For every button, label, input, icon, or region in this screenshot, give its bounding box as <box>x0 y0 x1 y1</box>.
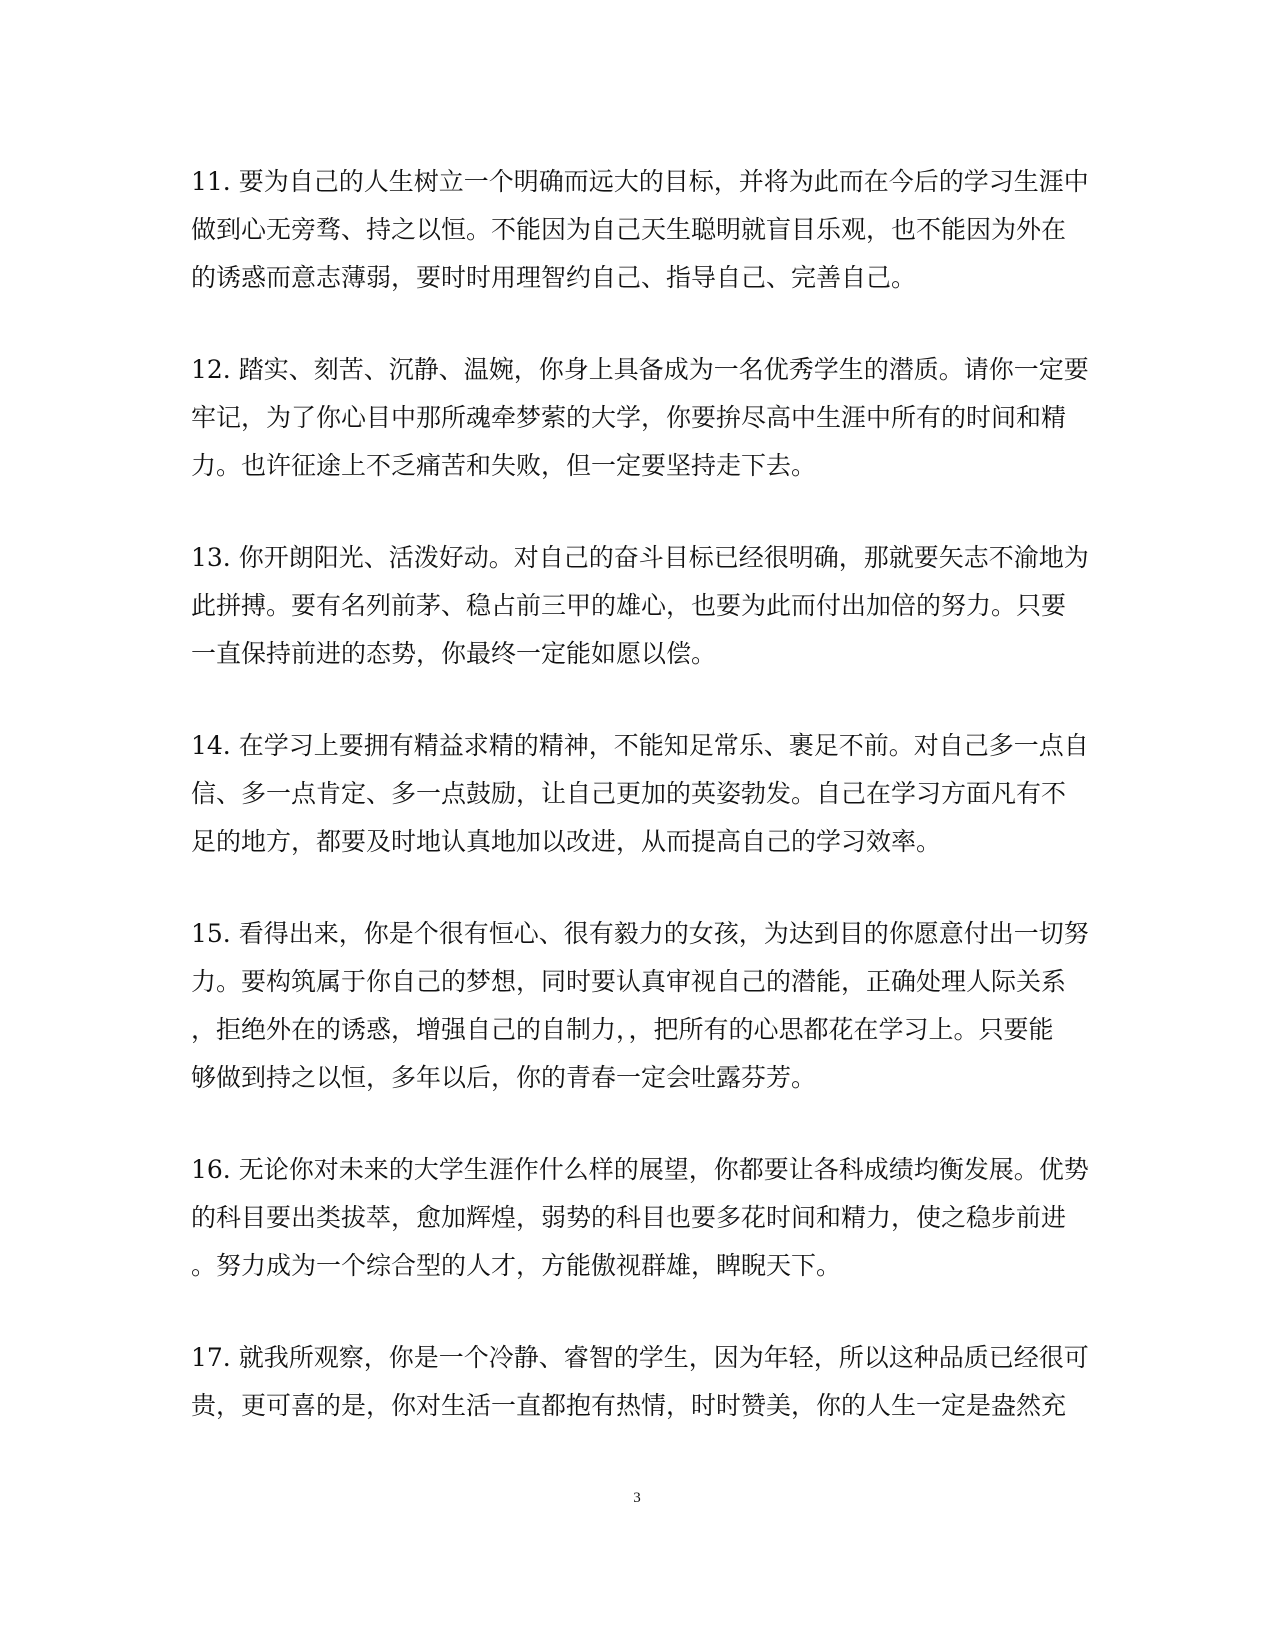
paragraph-line: 的科目要出类拔萃，愈加辉煌，弱势的科目也要多花时间和精力，使之稳步前进 <box>191 1203 1067 1232</box>
paragraph-15 <box>191 910 1089 1102</box>
paragraph-line: 贵，更可喜的是，你对生活一直都抱有热情，时时赞美，你的人生一定是盎然充 <box>191 1391 1067 1420</box>
paragraph-line: 够做到持之以恒，多年以后，你的青春一定会吐露芬芳。 <box>191 1063 817 1092</box>
paragraph-line: 16. 无论你对未来的大学生涯作什么样的展望，你都要让各科成绩均衡发展。优势 <box>191 1155 1089 1184</box>
paragraph-16 <box>191 1146 1089 1290</box>
page-number: 3 <box>633 1490 641 1506</box>
paragraph-line: 14. 在学习上要拥有精益求精的精神，不能知足常乐、裹足不前。对自己多一点自 <box>191 731 1089 760</box>
paragraph-13 <box>191 534 1089 678</box>
paragraph-line: 17. 就我所观察，你是一个冷静、睿智的学生，因为年轻，所以这种品质已经很可 <box>191 1343 1089 1372</box>
paragraph-12 <box>191 346 1089 490</box>
paragraph-line: 11. 要为自己的人生树立一个明确而远大的目标，并将为此而在今后的学习生涯中 <box>191 167 1089 196</box>
paragraph-line: ，拒绝外在的诱惑，增强自己的自制力，，把所有的心思都花在学习上。只要能 <box>191 1015 1054 1044</box>
paragraph-line: 足的地方，都要及时地认真地加以改进，从而提高自己的学习效率。 <box>191 827 942 856</box>
paragraph-line: 的诱惑而意志薄弱，要时时用理智约自己、指导自己、完善自己。 <box>191 263 917 292</box>
paragraph-line: 15. 看得出来，你是个很有恒心、很有毅力的女孩，为达到目的你愿意付出一切努 <box>191 919 1089 948</box>
paragraph-17 <box>191 1334 1089 1430</box>
paragraph-line: 。努力成为一个综合型的人才，方能傲视群雄，睥睨天下。 <box>191 1251 842 1280</box>
document-body <box>191 158 1089 1474</box>
paragraph-line: 力。要构筑属于你自己的梦想，同时要认真审视自己的潜能，正确处理人际关系 <box>191 967 1067 996</box>
paragraph-line: 12. 踏实、刻苦、沉静、温婉，你身上具备成为一名优秀学生的潜质。请你一定要 <box>191 355 1089 384</box>
paragraph-11 <box>191 158 1089 302</box>
paragraph-line: 13. 你开朗阳光、活泼好动。对自己的奋斗目标已经很明确，那就要矢志不渝地为 <box>191 543 1089 572</box>
paragraph-line: 牢记，为了你心目中那所魂牵梦萦的大学，你要拚尽高中生涯中所有的时间和精 <box>191 403 1067 432</box>
paragraph-line: 信、多一点肯定、多一点鼓励，让自己更加的英姿勃发。自己在学习方面凡有不 <box>191 779 1067 808</box>
paragraph-line: 此拼搏。要有名列前茅、稳占前三甲的雄心，也要为此而付出加倍的努力。只要 <box>191 591 1067 620</box>
paragraph-14 <box>191 722 1089 866</box>
paragraph-line: 做到心无旁骛、持之以恒。不能因为自己天生聪明就盲目乐观，也不能因为外在 <box>191 215 1067 244</box>
paragraph-line: 力。也许征途上不乏痛苦和失败，但一定要坚持走下去。 <box>191 451 817 480</box>
paragraph-line: 一直保持前进的态势，你最终一定能如愿以偿。 <box>191 639 717 668</box>
